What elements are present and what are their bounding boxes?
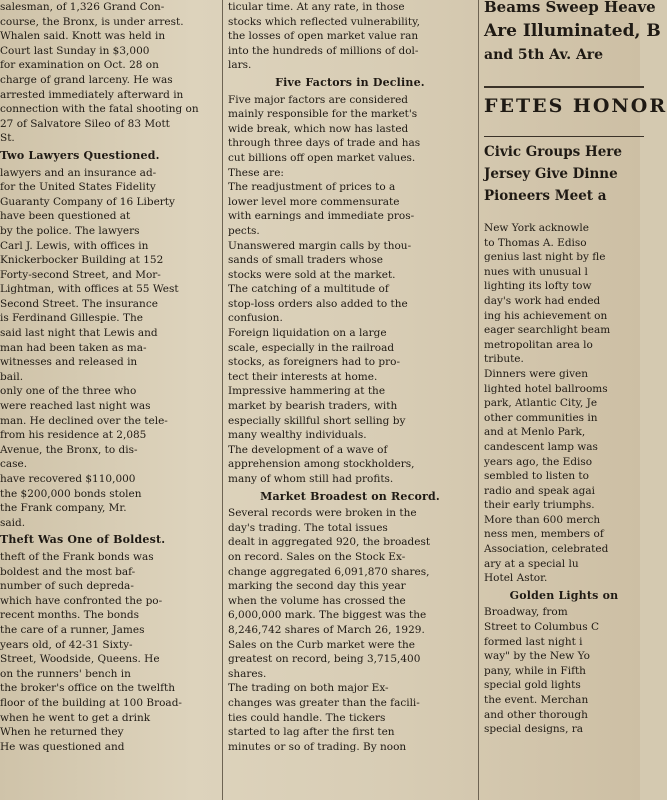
article-paragraph: lawyers and an insurance ad- for the United States Fidelity Guaranty Company of 16 Liberty have been questioned at by the police. The lawyers Carl J. Lewis, with offices in Knickerbocker Building at 152 Forty-second Street, and Mor- Lightman, with offices at 55 West Second Street. The insurance is Ferdinand Gillespie. The said last night that Lewis and man had been taken as ma- witnesses and released in bail. (0, 166, 179, 383)
article-paragraph: salesman, of 1,326 Grand Con- course, the Bronx, is under arrest. Whalen said. Knott was held in Court last Sunday in $3,000 for examination on Oct. 28 on charge of grand larceny. He was arrested immediately afterward in connection with the fatal shooting on 27 of Salvatore Sileo of 83 Mott St. (0, 1, 199, 145)
article-paragraph: Foreign liquidation on a large scale, especially in the railroad stocks, as foreigners had to pro- tect their interests at home. (228, 327, 401, 383)
subheading: Two Lawyers Questioned. (0, 148, 160, 162)
column-middle (228, 0, 472, 800)
headline-deck: Beams Sweep Heave (484, 0, 656, 16)
article-paragraph: have recovered $110,000 the $200,000 bonds stolen the Frank company, Mr. said. (0, 473, 142, 529)
article-paragraph: Broadway, from Street to Columbus C formed last night i way" by the New Yo pany, while in Fifth special gold lights the event. Merchan and other thorough special designs, ra (484, 606, 599, 736)
headline-deck: Pioneers Meet a (484, 188, 607, 204)
article-paragraph: More than 600 merch ness men, members of Association, celebrated ary at a special lu Hotel Astor. (484, 513, 609, 585)
article-paragraph: theft of the Frank bonds was boldest and the most baf- number of such depreda- which have confronted the po- recent months. The bonds the care of a runner, James years old, of 42-31 Sixty- Street, Woodside, Queens. He on the runners' bench in the broker's office on the twelfth floor of the building at 100 Broad- when he went to get a drink When he returned they He was questioned and (0, 550, 182, 753)
subheading: Theft Was One of Boldest. (0, 533, 166, 547)
subheading: Five Factors in Decline. (275, 75, 425, 89)
column-right (484, 0, 667, 800)
headline-deck: Civic Groups Here (484, 136, 644, 163)
article-paragraph: Dinners were given lighted hotel ballrooms park, Atlantic City, Je other communities in and at Menlo Park, candescent lamp was years ago, the Ediso sembled to listen to radio and speak agai their early triumphs. (484, 367, 608, 512)
article-paragraph: The readjustment of prices to a lower level more commensurate with earnings and immediate pros- pects. (228, 181, 415, 237)
headline: FETES HONOR (484, 86, 644, 120)
article-paragraph: The development of a wave of apprehension among stockholders, many of whom still had profits. (228, 443, 415, 485)
article-paragraph: Several records were broken in the day's trading. The total issues dealt in aggregated 920, the broadest on record. Sales on the Stock Ex- change aggregated 6,091,870 shares, marking the second day this year when the volume has crossed the 6,000,000 mark. The biggest was the 8,246,742 shares of March 26, 1929. Sales on the Curb market were the greatest on record, being 3,715,400 shares. (228, 507, 431, 680)
column-rule (478, 0, 479, 800)
column-left (0, 0, 216, 800)
article-paragraph: Unanswered margin calls by thou- sands of small traders whose stocks were sold at the market. The catching of a multitude of stop-loss orders also added to the confusion. (228, 239, 412, 325)
article-paragraph: Impressive hammering at the market by bearish traders, with especially skillful short selling by many wealthy individuals. (228, 385, 406, 442)
article-paragraph: New York acknowle to Thomas A. Ediso genius last night by fle nues with unusual l lighting its lofty tow day's work had ended ing his achievement on eager searchlight beam metropolitan area lo tribute. (484, 222, 611, 366)
article-paragraph: Five major factors are considered mainly responsible for the market's wide break, which now has lasted through three days of trade and has cut billions off open market values. These are: (228, 93, 421, 179)
spacer (484, 207, 644, 221)
article-paragraph: ticular time. At any rate, in those stocks which reflected vulnerability, the losses of open market value ran into the hundreds of millions of dol- lars. (228, 1, 421, 72)
headline-deck: Jersey Give Dinne (484, 166, 618, 182)
article-paragraph: The trading on both major Ex- changes was greater than the facili- ties could handle. The tickers started to lag after the first ten minutes or so of trading. By noon (228, 682, 420, 753)
article-paragraph: only one of the three who were reached last night was man. He declined over the tele- from his residence at 2,085 Avenue, the Bronx, to dis- case. (0, 385, 168, 471)
headline-deck: Are Illuminated, B (484, 21, 661, 41)
column-rule (222, 0, 223, 800)
subheading: Market Broadest on Record. (260, 489, 440, 503)
headline-deck: and 5th Av. Are (484, 47, 604, 63)
subheading: Golden Lights on (509, 588, 619, 602)
